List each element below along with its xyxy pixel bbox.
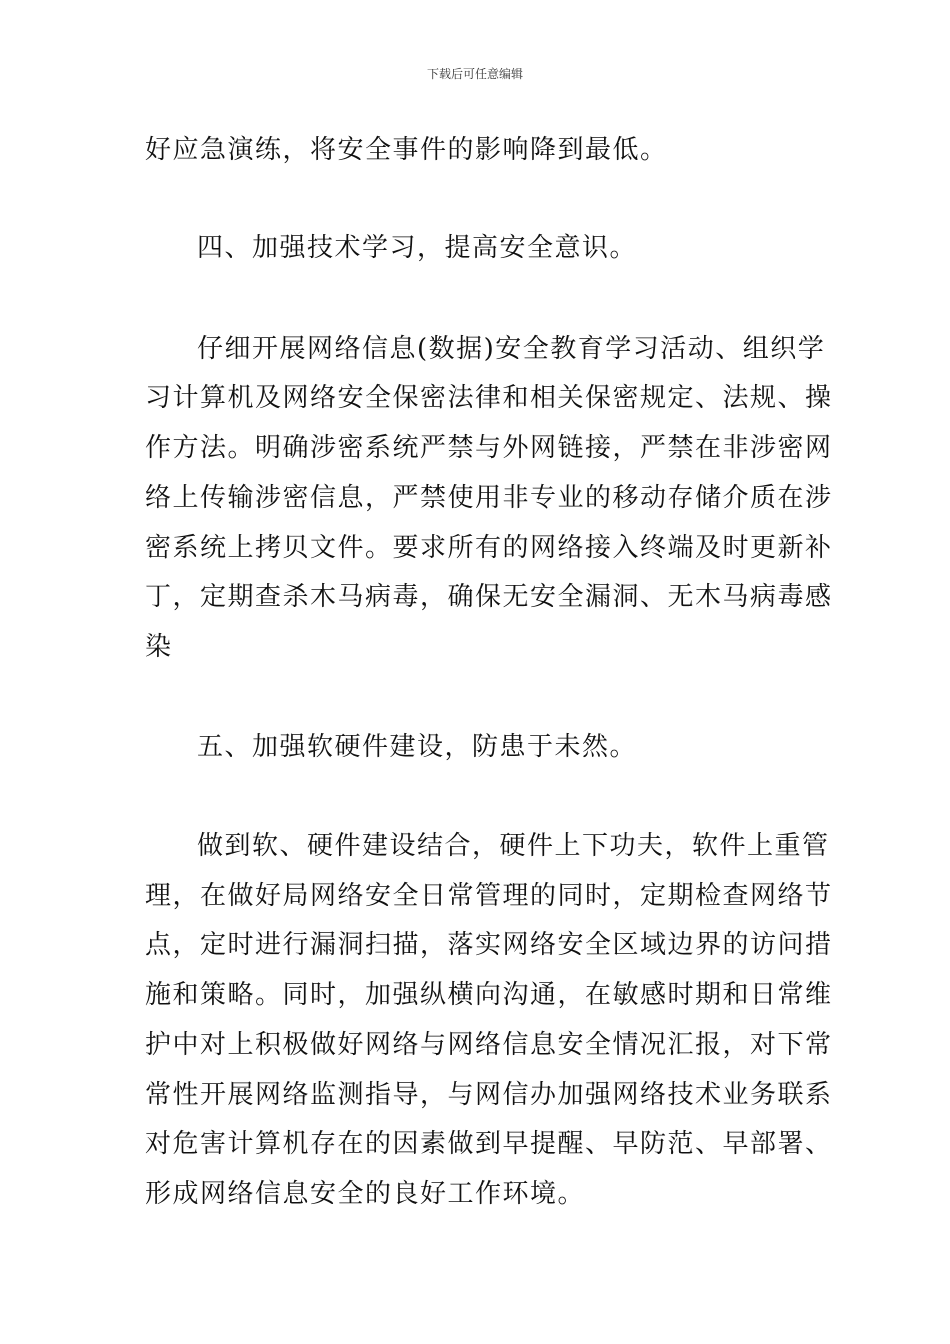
paragraph-line: 丁，定期查杀木马病毒，确保无安全漏洞、无木马病毒感: [145, 582, 833, 612]
paragraph-line: 密系统上拷贝文件。要求所有的网络接入终端及时更新补: [145, 533, 833, 563]
paragraph-line: 络上传输涉密信息，严禁使用非专业的移动存储介质在涉: [145, 483, 833, 513]
paragraph-line: 对危害计算机存在的因素做到早提醒、早防范、早部署、: [145, 1129, 833, 1159]
section-heading-4: 四、加强技术学习，提高安全意识。: [197, 233, 638, 263]
paragraph-line: 染: [145, 632, 173, 662]
paragraph-line: 形成网络信息安全的良好工作环境。: [145, 1179, 586, 1209]
paragraph-line: 点，定时进行漏洞扫描，落实网络安全区域边界的访问措: [145, 930, 833, 960]
paragraph-line: 护中对上积极做好网络与网络信息安全情况汇报，对下常: [145, 1030, 833, 1060]
paragraph-line: 好应急演练，将安全事件的影响降到最低。: [145, 135, 668, 165]
section-heading-5: 五、加强软硬件建设，防患于未然。: [197, 732, 638, 762]
paragraph-line: 常性开展网络监测指导，与网信办加强网络技术业务联系: [145, 1080, 833, 1110]
page-header: 下载后可任意编辑: [426, 67, 523, 81]
paragraph-line: 理，在做好局网络安全日常管理的同时，定期检查网络节: [145, 881, 833, 911]
paragraph-line: 习计算机及网络安全保密法律和相关保密规定、法规、操: [145, 383, 833, 413]
paragraph-line: 作方法。明确涉密系统严禁与外网链接，严禁在非涉密网: [145, 433, 833, 463]
paragraph-line: 仔细开展网络信息(数据)安全教育学习活动、组织学: [197, 334, 826, 364]
paragraph-line: 施和策略。同时，加强纵横向沟通，在敏感时期和日常维: [145, 980, 833, 1010]
paragraph-line: 做到软、硬件建设结合，硬件上下功夫，软件上重管: [197, 831, 830, 861]
